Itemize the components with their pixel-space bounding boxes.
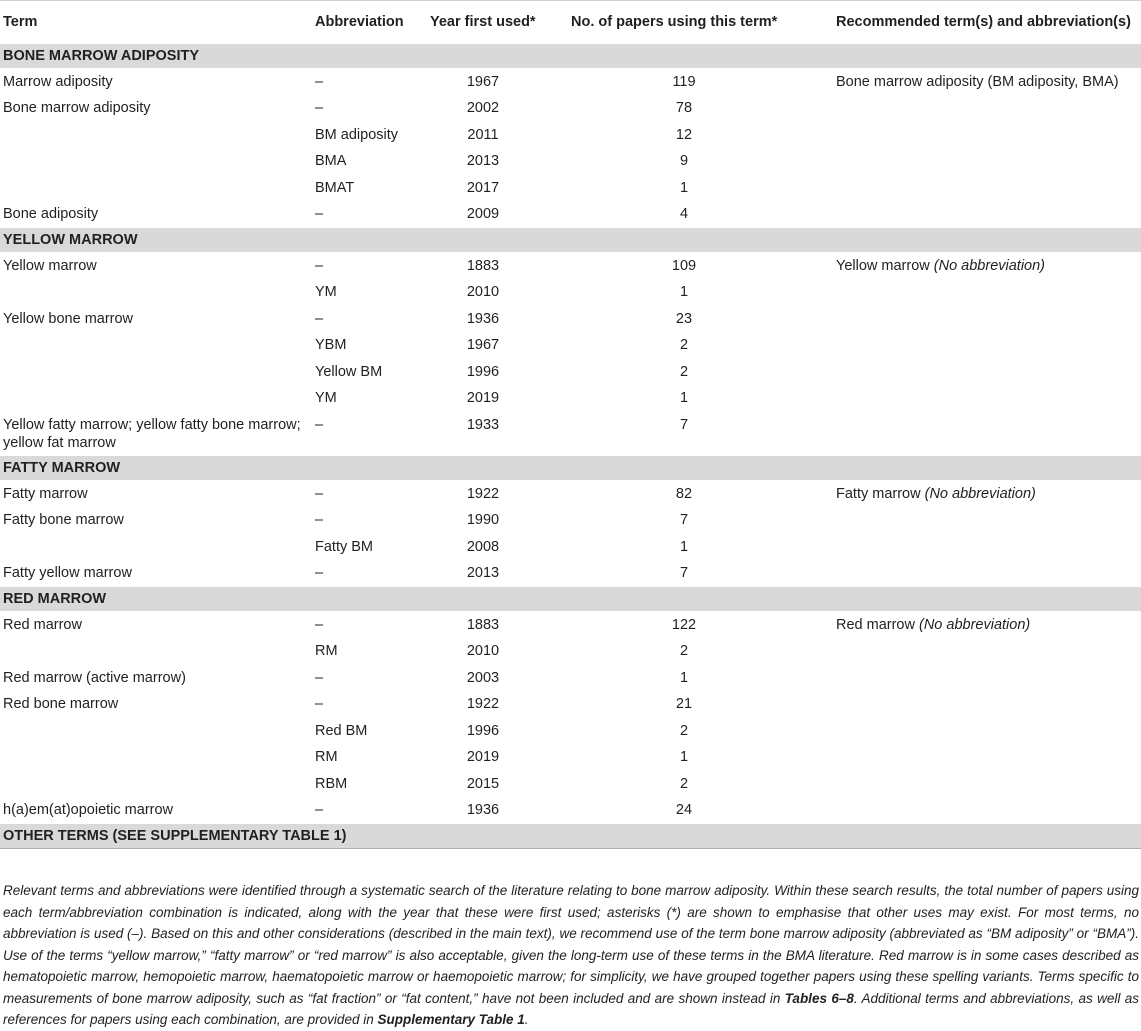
footnote-text-2: . Additional terms and abbreviations, as well as references for papers using each combination, are provided in — [3, 990, 1139, 1027]
section-title: RED MARROW — [0, 587, 1141, 612]
cell-recommended — [820, 771, 1141, 798]
footnote-link-supplementary[interactable]: Supplementary Table 1 — [377, 1012, 525, 1027]
cell-recommended — [820, 332, 1141, 359]
cell-papers: 2 — [679, 643, 689, 659]
recommended-note: (No abbreviation) — [933, 258, 1046, 274]
header-term: Term — [3, 14, 38, 30]
section-row — [0, 228, 1141, 253]
cell-term: Red marrow — [3, 617, 82, 633]
cell-term: Yellow fatty marrow; yellow fatty bone marrow; yellow fat marrow — [3, 416, 301, 451]
cell-year: 2010 — [466, 284, 500, 300]
cell-year: 2017 — [466, 179, 500, 196]
cell-recommended — [820, 201, 1141, 228]
cell-year: 2019 — [466, 749, 500, 765]
cell-recommended — [820, 95, 1141, 122]
table-row — [0, 306, 1141, 333]
cell-papers: 2 — [679, 722, 689, 739]
section-title: YELLOW MARROW — [0, 228, 1141, 253]
cell-term — [0, 744, 305, 771]
recommended-term: Bone marrow adiposity (BM adiposity, BMA) — [836, 74, 1119, 90]
recommended-note: (No abbreviation) — [924, 486, 1036, 502]
cell-term: Fatty bone marrow — [3, 512, 124, 528]
recommended-term: Red marrow — [836, 617, 919, 633]
cell-year: 1996 — [466, 722, 500, 739]
cell-papers: 7 — [679, 512, 689, 528]
cell-abbreviation: YM — [315, 390, 337, 406]
cell-abbreviation: – — [315, 617, 324, 633]
cell-recommended — [820, 797, 1141, 824]
section-title: FATTY MARROW — [0, 456, 1141, 481]
cell-year: 1922 — [466, 696, 500, 712]
cell-papers: 1 — [679, 284, 689, 300]
cell-papers: 9 — [679, 153, 689, 169]
cell-year: 2013 — [466, 565, 500, 581]
cell-abbreviation: BMAT — [315, 179, 355, 196]
cell-recommended — [820, 359, 1141, 386]
table-footnote — [3, 880, 1139, 1031]
cell-papers: 109 — [671, 258, 697, 274]
cell-term — [0, 385, 305, 412]
cell-abbreviation: Yellow BM — [315, 363, 383, 380]
cell-abbreviation: RM — [315, 749, 338, 765]
table-row — [0, 797, 1141, 824]
cell-term: Bone adiposity — [3, 206, 99, 222]
cell-year: 1883 — [466, 258, 500, 274]
cell-year: 1967 — [466, 337, 500, 353]
table-header — [0, 1, 1141, 44]
cell-abbreviation: – — [315, 74, 324, 90]
cell-term — [0, 279, 305, 306]
table-row — [0, 175, 1141, 202]
cell-year: 1922 — [466, 486, 500, 502]
cell-recommended — [820, 744, 1141, 771]
cell-abbreviation: – — [315, 512, 324, 528]
cell-abbreviation: Red BM — [315, 722, 368, 739]
cell-papers: 1 — [679, 669, 689, 686]
cell-papers: 78 — [675, 100, 693, 116]
cell-year: 1936 — [466, 802, 500, 818]
table-row — [0, 253, 1141, 280]
cell-term: Marrow adiposity — [3, 74, 113, 90]
cell-papers: 12 — [675, 126, 693, 143]
cell-year: 2002 — [466, 100, 500, 116]
cell-year: 1936 — [466, 310, 500, 327]
footnote-link-tables[interactable]: Tables 6–8 — [784, 990, 854, 1006]
cell-recommended — [820, 718, 1141, 745]
cell-term: Red bone marrow — [3, 696, 119, 712]
cell-papers: 2 — [679, 337, 689, 353]
table-row — [0, 771, 1141, 798]
header-recommended: Recommended term(s) and abbreviation(s) — [836, 14, 1131, 30]
table-row — [0, 95, 1141, 122]
section-row — [0, 587, 1141, 612]
cell-term — [0, 771, 305, 798]
table-row — [0, 718, 1141, 745]
cell-year: 1967 — [466, 74, 500, 90]
cell-papers: 1 — [679, 390, 689, 406]
cell-papers: 23 — [675, 310, 693, 327]
table-row — [0, 201, 1141, 228]
recommended-term: Yellow marrow — [836, 258, 934, 274]
cell-abbreviation: – — [315, 100, 324, 116]
cell-papers: 21 — [675, 696, 693, 712]
table-row — [0, 122, 1141, 149]
table-row — [0, 279, 1141, 306]
cell-year: 1883 — [466, 617, 500, 633]
cell-papers: 1 — [679, 538, 689, 555]
cell-term: Yellow bone marrow — [3, 310, 134, 327]
cell-abbreviation: – — [315, 696, 324, 712]
cell-year: 2010 — [466, 643, 500, 659]
cell-abbreviation: – — [315, 486, 324, 502]
cell-papers: 82 — [675, 486, 693, 502]
cell-recommended — [820, 638, 1141, 665]
cell-term — [0, 332, 305, 359]
recommended-term: Fatty marrow — [836, 486, 925, 502]
cell-term — [0, 638, 305, 665]
cell-recommended — [820, 306, 1141, 333]
cell-abbreviation: – — [315, 669, 324, 686]
cell-term — [0, 148, 305, 175]
cell-papers: 7 — [679, 416, 689, 433]
table-row — [0, 507, 1141, 534]
cell-abbreviation: – — [315, 416, 324, 433]
table-row — [0, 359, 1141, 386]
cell-term — [0, 175, 305, 202]
cell-year: 2019 — [466, 390, 500, 406]
cell-year: 2008 — [466, 538, 500, 555]
cell-recommended — [820, 122, 1141, 149]
cell-year: 1933 — [466, 416, 500, 433]
cell-recommended — [820, 175, 1141, 202]
cell-year: 2015 — [466, 775, 500, 792]
cell-abbreviation: – — [315, 802, 324, 818]
cell-term: Yellow marrow — [3, 258, 97, 274]
cell-abbreviation: – — [315, 310, 324, 327]
cell-recommended — [820, 612, 1141, 639]
cell-year: 1996 — [466, 363, 500, 380]
cell-year: 2003 — [466, 669, 500, 686]
cell-papers: 2 — [679, 775, 689, 792]
cell-papers: 119 — [672, 74, 696, 90]
cell-recommended — [820, 279, 1141, 306]
cell-term: Bone marrow adiposity — [3, 100, 151, 116]
table-row — [0, 560, 1141, 587]
cell-abbreviation: BMA — [315, 153, 347, 169]
cell-recommended — [820, 69, 1141, 96]
cell-abbreviation: YBM — [315, 337, 347, 353]
cell-recommended — [820, 691, 1141, 718]
cell-abbreviation: BM adiposity — [315, 126, 399, 143]
header-year: Year first used* — [430, 14, 536, 30]
cell-term — [0, 534, 305, 561]
table-row — [0, 481, 1141, 508]
section-row — [0, 456, 1141, 481]
cell-abbreviation: – — [315, 258, 324, 274]
section-title: OTHER TERMS (SEE SUPPLEMENTARY TABLE 1) — [0, 824, 1141, 849]
table-row — [0, 412, 1141, 456]
cell-recommended — [820, 253, 1141, 280]
table-row — [0, 69, 1141, 96]
table-row — [0, 665, 1141, 692]
cell-papers: 2 — [679, 363, 689, 380]
cell-year: 2013 — [466, 153, 500, 169]
table-body — [0, 44, 1141, 849]
cell-abbreviation: – — [315, 565, 324, 581]
cell-papers: 4 — [679, 206, 689, 222]
cell-term — [0, 122, 305, 149]
recommended-note: (No abbreviation) — [919, 617, 1031, 633]
cell-recommended — [820, 148, 1141, 175]
table-row — [0, 148, 1141, 175]
cell-recommended — [820, 412, 1141, 456]
cell-year: 2011 — [467, 126, 499, 143]
table-row — [0, 385, 1141, 412]
table-row — [0, 638, 1141, 665]
section-row — [0, 824, 1141, 849]
cell-abbreviation: YM — [315, 284, 337, 300]
section-row — [0, 44, 1141, 69]
cell-term: h(a)em(at)opoietic marrow — [3, 802, 174, 818]
header-papers: No. of papers using this term* — [571, 14, 778, 30]
section-title: BONE MARROW ADIPOSITY — [0, 44, 1141, 69]
cell-papers: 1 — [679, 749, 689, 765]
cell-recommended — [820, 560, 1141, 587]
cell-abbreviation: RBM — [315, 775, 348, 792]
footnote-text-3: . — [524, 1012, 529, 1027]
header-abbreviation: Abbreviation — [315, 14, 404, 30]
cell-recommended — [820, 507, 1141, 534]
table-row — [0, 744, 1141, 771]
cell-papers: 122 — [671, 617, 697, 633]
cell-recommended — [820, 534, 1141, 561]
cell-term: Red marrow (active marrow) — [3, 669, 186, 686]
cell-recommended — [820, 385, 1141, 412]
cell-year: 2009 — [466, 206, 500, 222]
cell-term: Fatty yellow marrow — [3, 565, 132, 581]
cell-abbreviation: RM — [315, 643, 338, 659]
table-row — [0, 691, 1141, 718]
cell-year: 1990 — [466, 512, 500, 528]
cell-papers: 7 — [679, 565, 689, 581]
cell-term: Fatty marrow — [3, 486, 88, 502]
cell-abbreviation: – — [315, 206, 324, 222]
cell-recommended — [820, 665, 1141, 692]
table-row — [0, 534, 1141, 561]
table-row — [0, 332, 1141, 359]
cell-papers: 24 — [675, 802, 693, 818]
footnote-text-1: Relevant terms and abbreviations were identified through a systematic search of the literature relating to bone marrow adiposity. Within these search results, the total number of papers using each term/abbreviation combination is indicated, along with the year that these were first used; asterisks (*) are shown to emphasise that other uses may exist. For most terms, no abbreviation is used (–). Based on this and other considerations (described in the main text), we recommend use of the term bone marrow adiposity (abbreviated as “BM adiposity” or “BMA”). Use of the terms “yellow marrow,” “fatty marrow” or “red marrow” is also acceptable, given the long-term use of these terms in the BMA literature. Red marrow is in some cases described as hematopoietic marrow, hemopoietic marrow, haematopoietic marrow or haemopoietic marrow; for simplicity, we have grouped together papers using these spelling variants. Terms specific to measurements of bone marrow adiposity, such as “fat fraction” or “fat content,” have not been included and are shown instead in — [3, 883, 1139, 1006]
cell-abbreviation: Fatty BM — [315, 538, 374, 555]
cell-term — [0, 359, 305, 386]
cell-papers: 1 — [679, 179, 689, 196]
cell-recommended — [820, 481, 1141, 508]
table-row — [0, 612, 1141, 639]
cell-term — [0, 718, 305, 745]
